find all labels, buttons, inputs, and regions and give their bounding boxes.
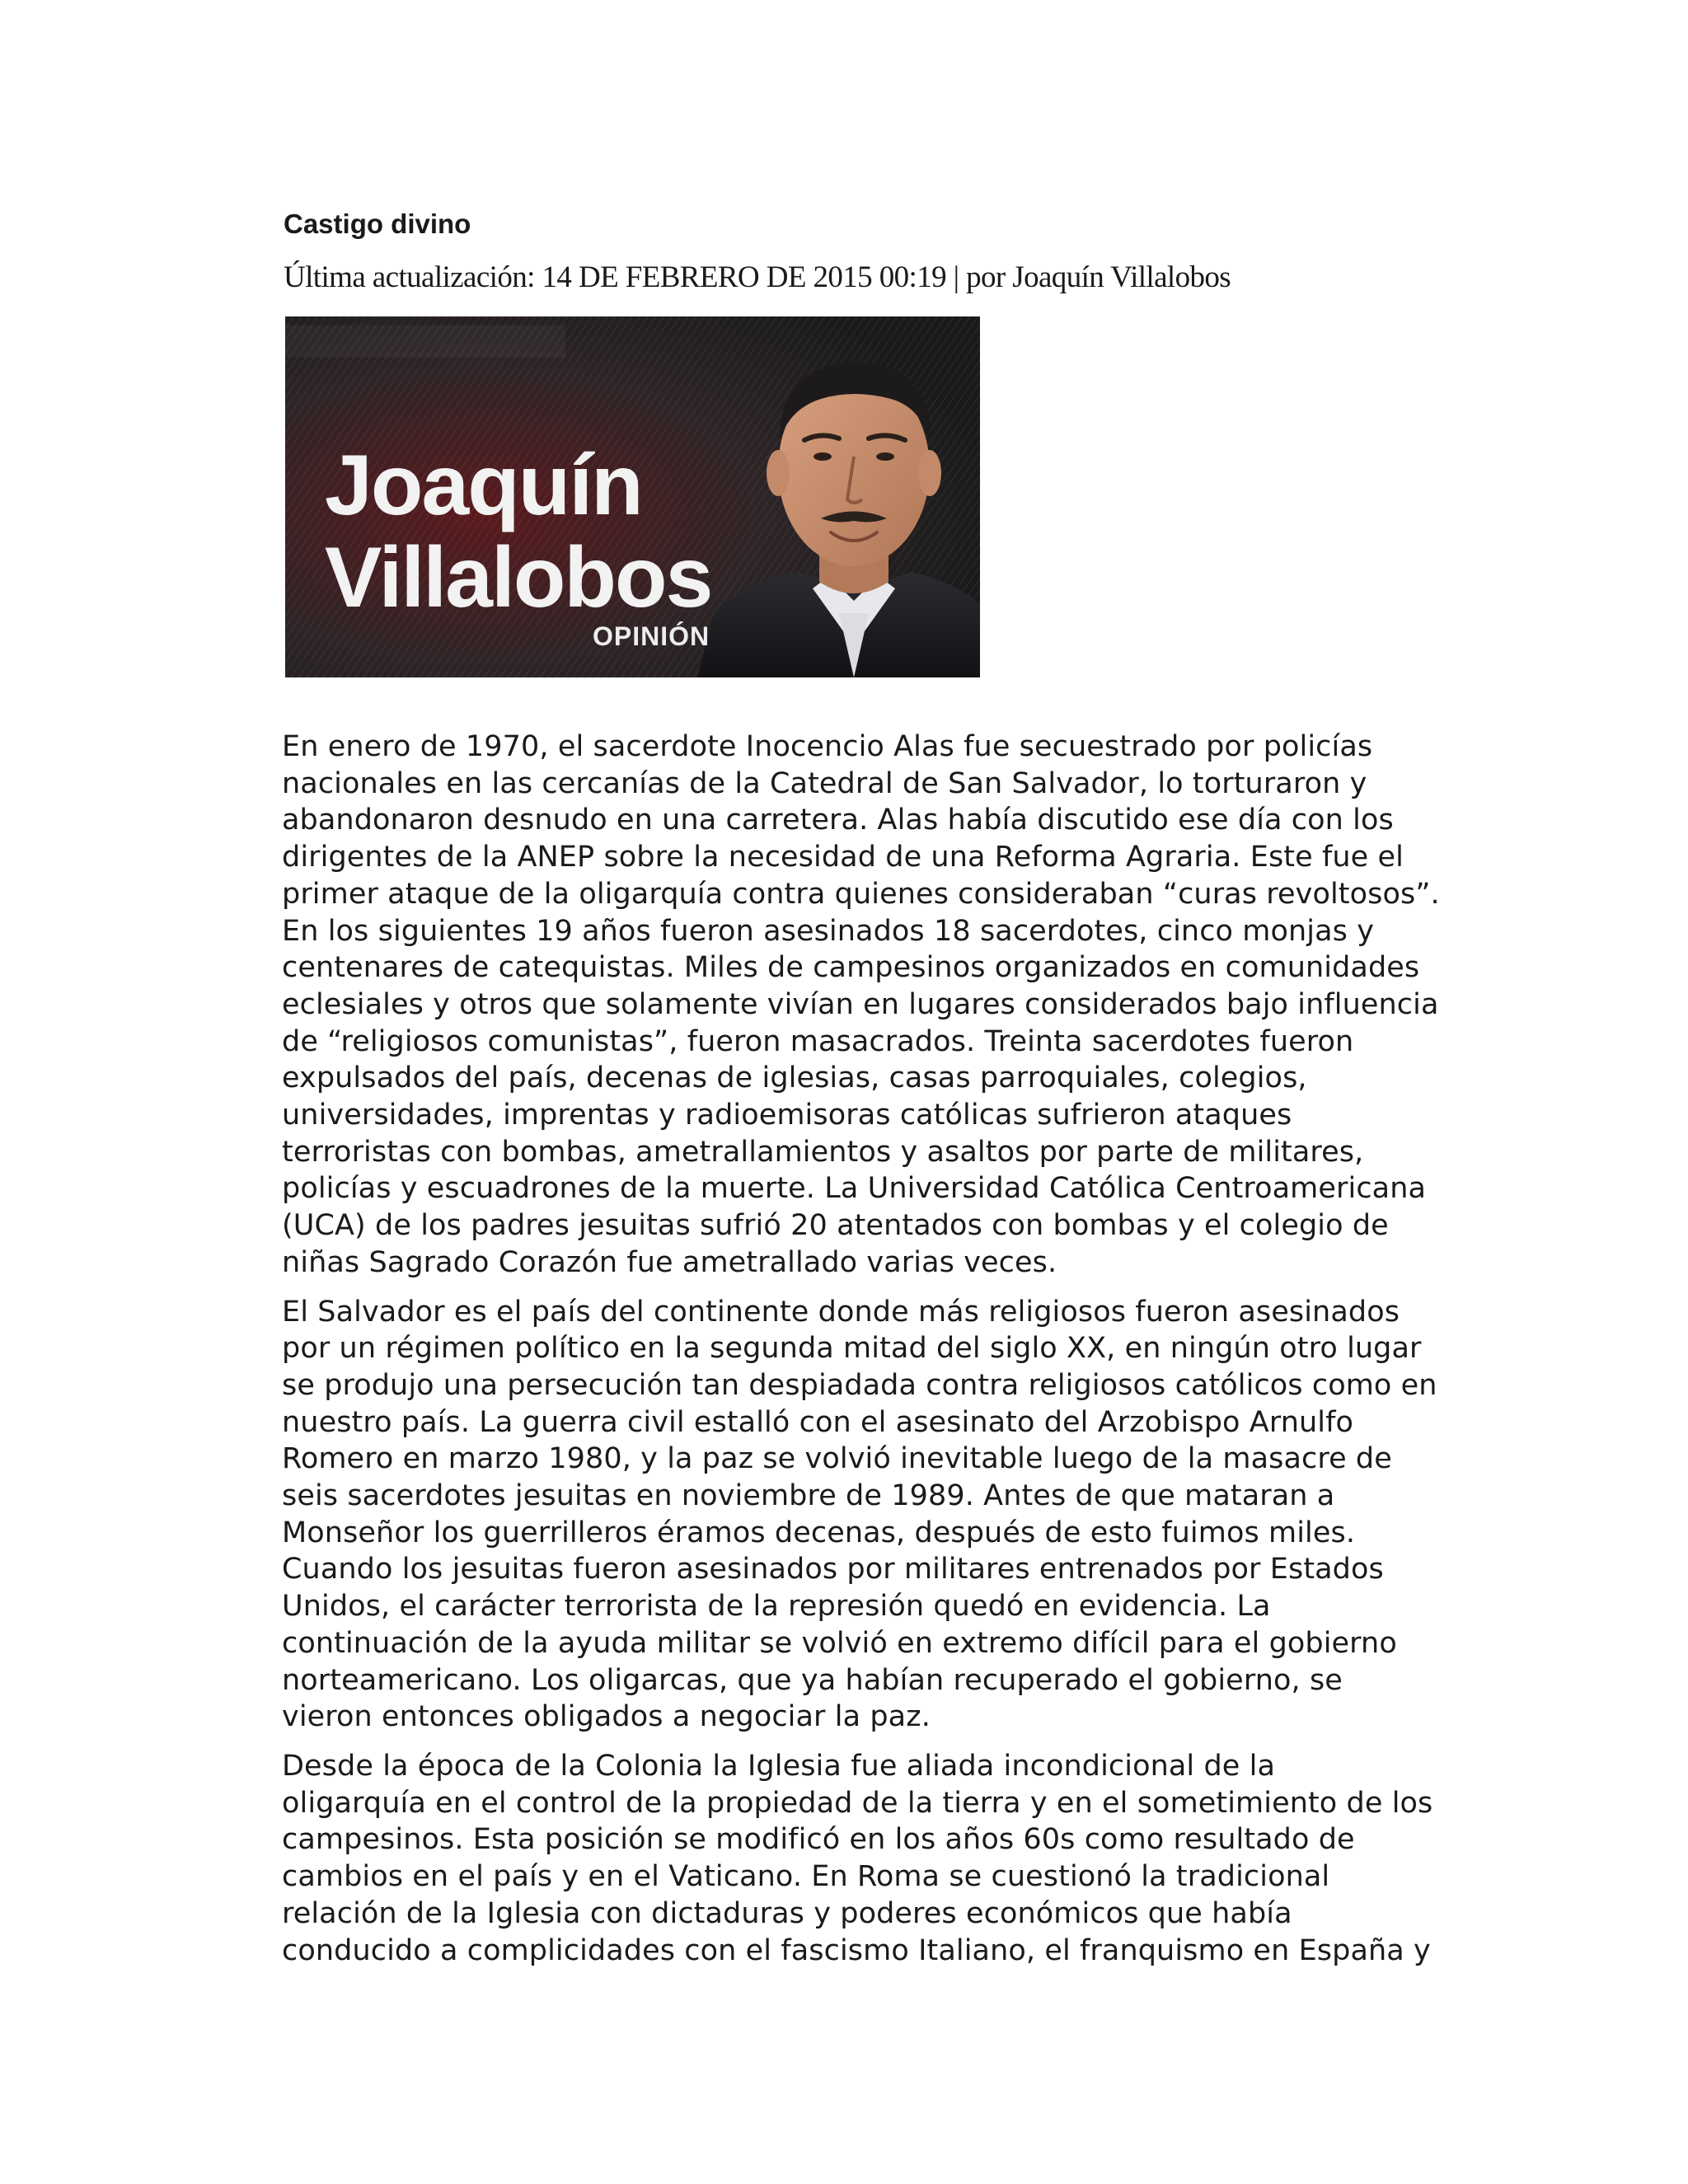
text-line: norteamericano. Los oligarcas, que ya habían recuperado el gobierno, se (282, 1663, 1343, 1697)
text-line: campesinos. Esta posición se modificó en los años 60s como resultado de (282, 1823, 1355, 1857)
text-line: vieron entonces obligados a negociar la paz. (282, 1700, 931, 1734)
text-line: eclesiales y otros que solamente vivían en lugares considerados bajo influencia (282, 987, 1439, 1021)
text-line: abandonaron desnudo en una carretera. Alas había discutido ese día con los (282, 804, 1394, 837)
text-line: nuestro país. La guerra civil estalló con el asesinato del Arzobispo Arnulfo (282, 1405, 1354, 1439)
text-line: niñas Sagrado Corazón fue ametrallado varias veces. (282, 1245, 1057, 1279)
text-line: policías y escuadrones de la muerte. La Universidad Católica Centroamericana (282, 1172, 1427, 1206)
article-paragraph-3 (234, 1748, 1470, 1969)
text-line: Unidos, el carácter terrorista de la represión quedó en evidencia. La (282, 1590, 1271, 1624)
text-line: por un régimen político en la segunda mitad del siglo XX, en ningún otro lugar (282, 1332, 1422, 1366)
text-line: Cuando los jesuitas fueron asesinados por militares entrenados por Estados (282, 1553, 1384, 1586)
text-line: dirigentes de la ANEP sobre la necesidad de una Reforma Agraria. Este fue el (282, 841, 1404, 874)
text-line: El Salvador es el país del continente donde más religiosos fueron asesinados (282, 1295, 1400, 1329)
text-line: expulsados del país, decenas de iglesias, casas parroquiales, colegios, (282, 1062, 1307, 1095)
banner-author-first-name: Joaquín (325, 438, 642, 533)
text-line: de “religiosos comunistas”, fueron masacrados. Treinta sacerdotes fueron (282, 1024, 1354, 1058)
article-body (234, 729, 1470, 1981)
text-line: Desde la época de la Colonia la Iglesia fue aliada incondicional de la (282, 1749, 1276, 1783)
text-line: conducido a complicidades con el fascismo Italiano, el franquismo en España y (282, 1933, 1431, 1967)
text-line: seis sacerdotes jesuitas en noviembre de 1989. Antes de que mataran a (282, 1479, 1335, 1513)
text-line: universidades, imprentas y radioemisoras católicas sufrieron ataques (282, 1099, 1292, 1132)
article-title: Castigo divino (284, 209, 471, 239)
text-line: terroristas con bombas, ametrallamientos y asaltos por parte de militares, (282, 1135, 1364, 1169)
text-line: continuación de la ayuda militar se volvió en extremo difícil para el gobierno (282, 1626, 1397, 1660)
text-line: Romero en marzo 1980, y la paz se volvió inevitable luego de la masacre de (282, 1442, 1392, 1476)
text-line: En los siguientes 19 años fueron asesinados 18 sacerdotes, cinco monjas y (282, 914, 1375, 948)
text-line: oligarquía en el control de la propiedad de la tierra y en el sometimiento de los (282, 1786, 1433, 1820)
text-line: cambios en el país y en el Vaticano. En Roma se cuestionó la tradicional (282, 1860, 1330, 1894)
text-line: En enero de 1970, el sacerdote Inocencio Alas fue secuestrado por policías (282, 730, 1373, 763)
text-line: se produjo una persecución tan despiadada contra religiosos católicos como en (282, 1368, 1437, 1402)
text-line: nacionales en las cercanías de la Catedral de San Salvador, lo torturaron y (282, 766, 1367, 800)
author-banner-image (285, 316, 980, 677)
article-paragraph-1 (234, 729, 1470, 1282)
text-line: (UCA) de los padres jesuitas sufrió 20 atentados con bombas y el colegio de (282, 1209, 1389, 1243)
article-meta: Última actualización: 14 DE FEBRERO DE 2015 00:19 | por Joaquín Villalobos (284, 260, 1231, 294)
text-line: primer ataque de la oligarquía contra quienes consideraban “curas revoltosos”. (282, 877, 1440, 911)
banner-author-last-name: Villalobos (325, 530, 712, 626)
text-line: Monseñor los guerrilleros éramos decenas, después de esto fuimos miles. (282, 1516, 1356, 1549)
article-paragraph-2 (234, 1294, 1470, 1736)
text-line: relación de la Iglesia con dictaduras y poderes económicos que había (282, 1896, 1292, 1930)
banner-section-tag: OPINIÓN (593, 621, 710, 651)
text-line: centenares de catequistas. Miles de campesinos organizados en comunidades (282, 951, 1420, 985)
